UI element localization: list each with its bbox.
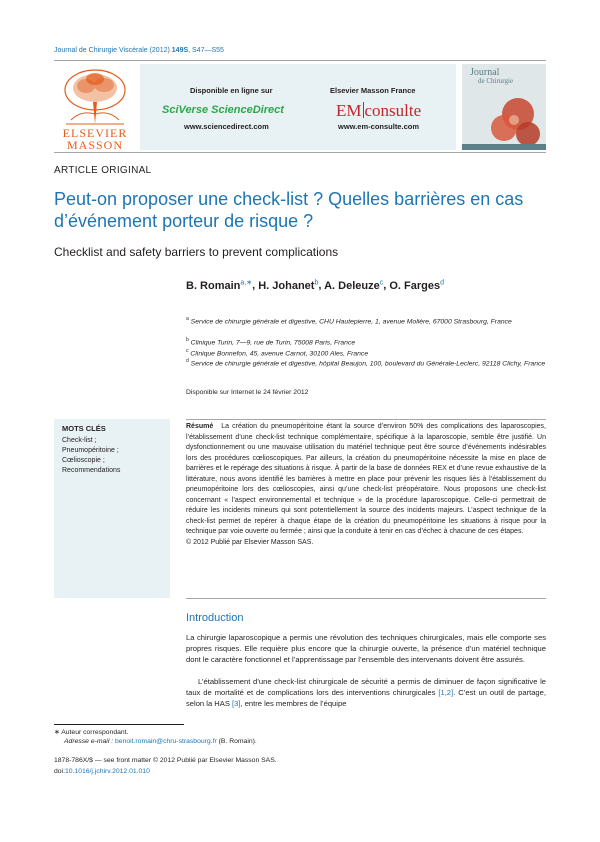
keyword: Pneumopéritoine ; [62, 447, 119, 454]
journal-cover [462, 64, 546, 150]
email-note: Adresse e-mail : benoit.romain@chru-strasbourg.fr (B. Romain). [64, 738, 257, 745]
keywords-title: MOTS CLÉS [62, 424, 106, 433]
author-list: B. Romain$^{a,∗}$, H. Johanet$^b$, A. Deleuze$^c$, O. Farges$^d$ [186, 279, 445, 292]
affiliation: $^a$ Service de chirurgie générale et digestive, CHU Hautepierre, 1, avenue Molière, 67000 Strasbourg, France [186, 316, 512, 326]
article-title: Peut-on proposer une check-list ? Quelles barrières en cas d’événement porteur de risque ? [54, 189, 524, 231]
emconsulte-url[interactable]: www.em-consulte.com [338, 122, 419, 131]
tree-icon [56, 64, 134, 126]
availability-box [140, 64, 456, 150]
logo-line-2: MASSON [66, 138, 123, 152]
logo-line-1: ELSEVIER [62, 126, 128, 140]
intro-paragraph-2: L’établissement d’une check-list chirurgicale de sécurité a permis de diminuer de façon significative le taux de mortalité et de complications lors des interventions chirurgicales [1,2]. C’est un outil de partage, selon la HAS [3], entre les membres de l’équipe [186, 677, 546, 709]
abstract-copyright: © 2012 Publié par Elsevier Masson SAS. [186, 538, 314, 546]
sd-label: Disponible en ligne sur [190, 86, 273, 95]
article-subtitle: Checklist and safety barriers to prevent complications [54, 245, 339, 259]
article-type: ARTICLE ORIGINAL [54, 165, 152, 176]
abstract-text: La création du pneumopéritoine étant la source d’environ 50% des complications des laparoscopies, l’établissement d’une check-list technique complémentaire, spécifique à la laparoscopie, semble être justifié. Un dysfonctionnement ou une mauvaise utilisation du matériel technique peut être source d’événements indésirables lors des procédures cœlioscopiques. Par ailleurs, la création du pneumopéritoine nécessite la mise en place de barrières et le repérage des situations à risque. À partir de la base de données REX et d’une revue exhaustive de la littérature, nous avons identifié les barrières à mettre en place pour prévenir les risques liés à l’établissement du pneumopéritoine lors des cœlioscopies, ainsi qu’une check-list préopératoire. Nous proposons une check-list concernant « l’aspect environnemental et technique » de la procédure laparoscopique. Celle-ci permettrait de réduire les incidents mineurs qui sont potentiellement la source des incidents majeurs. L’aspect technique de la check-list permet de repérer à chaque étape de la création du pneumopéritoine les situations à risque pour la technique par voie ouverte ou fermée ; ainsi que la conduite à tenir en cas d’échec à chacune de ces étapes. [186, 423, 546, 535]
intro-paragraph-1: La chirurgie laparoscopique a permis une révolution des techniques chirurgicales, mais elle comporte ses propres risques. Elle requière plus encore que la chirurgie ouverte, la présence d’un matériel technique dont le caractère fonctionnel et l’apprentissage par l’ensemble des intervenants doivent être assurés. [186, 633, 546, 665]
affiliation: $^c$ Clinique Bonnefon, 45, avenue Carnot, 30100 Ales, France [186, 348, 369, 358]
abstract-label: Résumé [186, 423, 214, 430]
doi-link[interactable]: 10.1016/j.jchirv.2012.01.010 [64, 768, 150, 775]
keyword: Cœlioscopie ; [62, 457, 105, 464]
corresponding-author-note: ∗ Auteur correspondant. [54, 729, 129, 736]
sciencedirect-logo[interactable]: SciVerse ScienceDirect [162, 104, 284, 116]
abstract [186, 422, 546, 548]
author[interactable]: A. Deleuze$^c$ [324, 279, 384, 292]
author[interactable]: O. Farges$^d$ [389, 279, 445, 292]
cover-title: Journal de Chirurgie [470, 67, 514, 85]
online-date: Disponible sur Internet le 24 février 2012 [186, 389, 309, 396]
sciencedirect-url[interactable]: www.sciencedirect.com [184, 122, 269, 131]
introduction-heading: Introduction [186, 612, 244, 624]
abstract-top-rule [186, 419, 546, 420]
affiliation: $^d$ Service de chirurgie générale et digestive, hôpital Beaujon, 100, boulevard du Générale-Leclerc, 92118 Clichy, France [186, 358, 546, 368]
affiliation: $^b$ Clinique Turin, 7—9, rue de Turin, 75008 Paris, France [186, 337, 356, 347]
citation-link[interactable]: [3] [232, 699, 241, 709]
author[interactable]: H. Johanet$^b$ [258, 279, 319, 292]
emconsulte-logo[interactable]: EM consulte [336, 101, 422, 120]
author[interactable]: B. Romain$^{a,∗}$ [186, 279, 253, 292]
doi-line: doi:10.1016/j.jchirv.2012.01.010 [54, 768, 150, 775]
elsevier-logo [56, 64, 134, 150]
keyword: Check-list ; [62, 437, 97, 444]
logo-divider [363, 102, 364, 118]
footnote-rule [54, 724, 184, 725]
keyword: Recommendations [62, 467, 121, 474]
issn-line: 1878-786X/$ — see front matter © 2012 Publié par Elsevier Masson SAS. [54, 757, 277, 764]
cover-image [462, 64, 546, 150]
em-label: Elsevier Masson France [330, 86, 416, 95]
email-link[interactable]: benoit.romain@chru-strasbourg.fr [115, 738, 217, 745]
abstract-bottom-rule [186, 598, 546, 599]
citation-link[interactable]: [1,2] [438, 688, 454, 698]
journal-reference[interactable]: Journal de Chirurgie Viscérale (2012) 149S, S47—S55 [54, 47, 224, 54]
keywords-box [54, 419, 170, 598]
keyword-list [62, 436, 166, 476]
